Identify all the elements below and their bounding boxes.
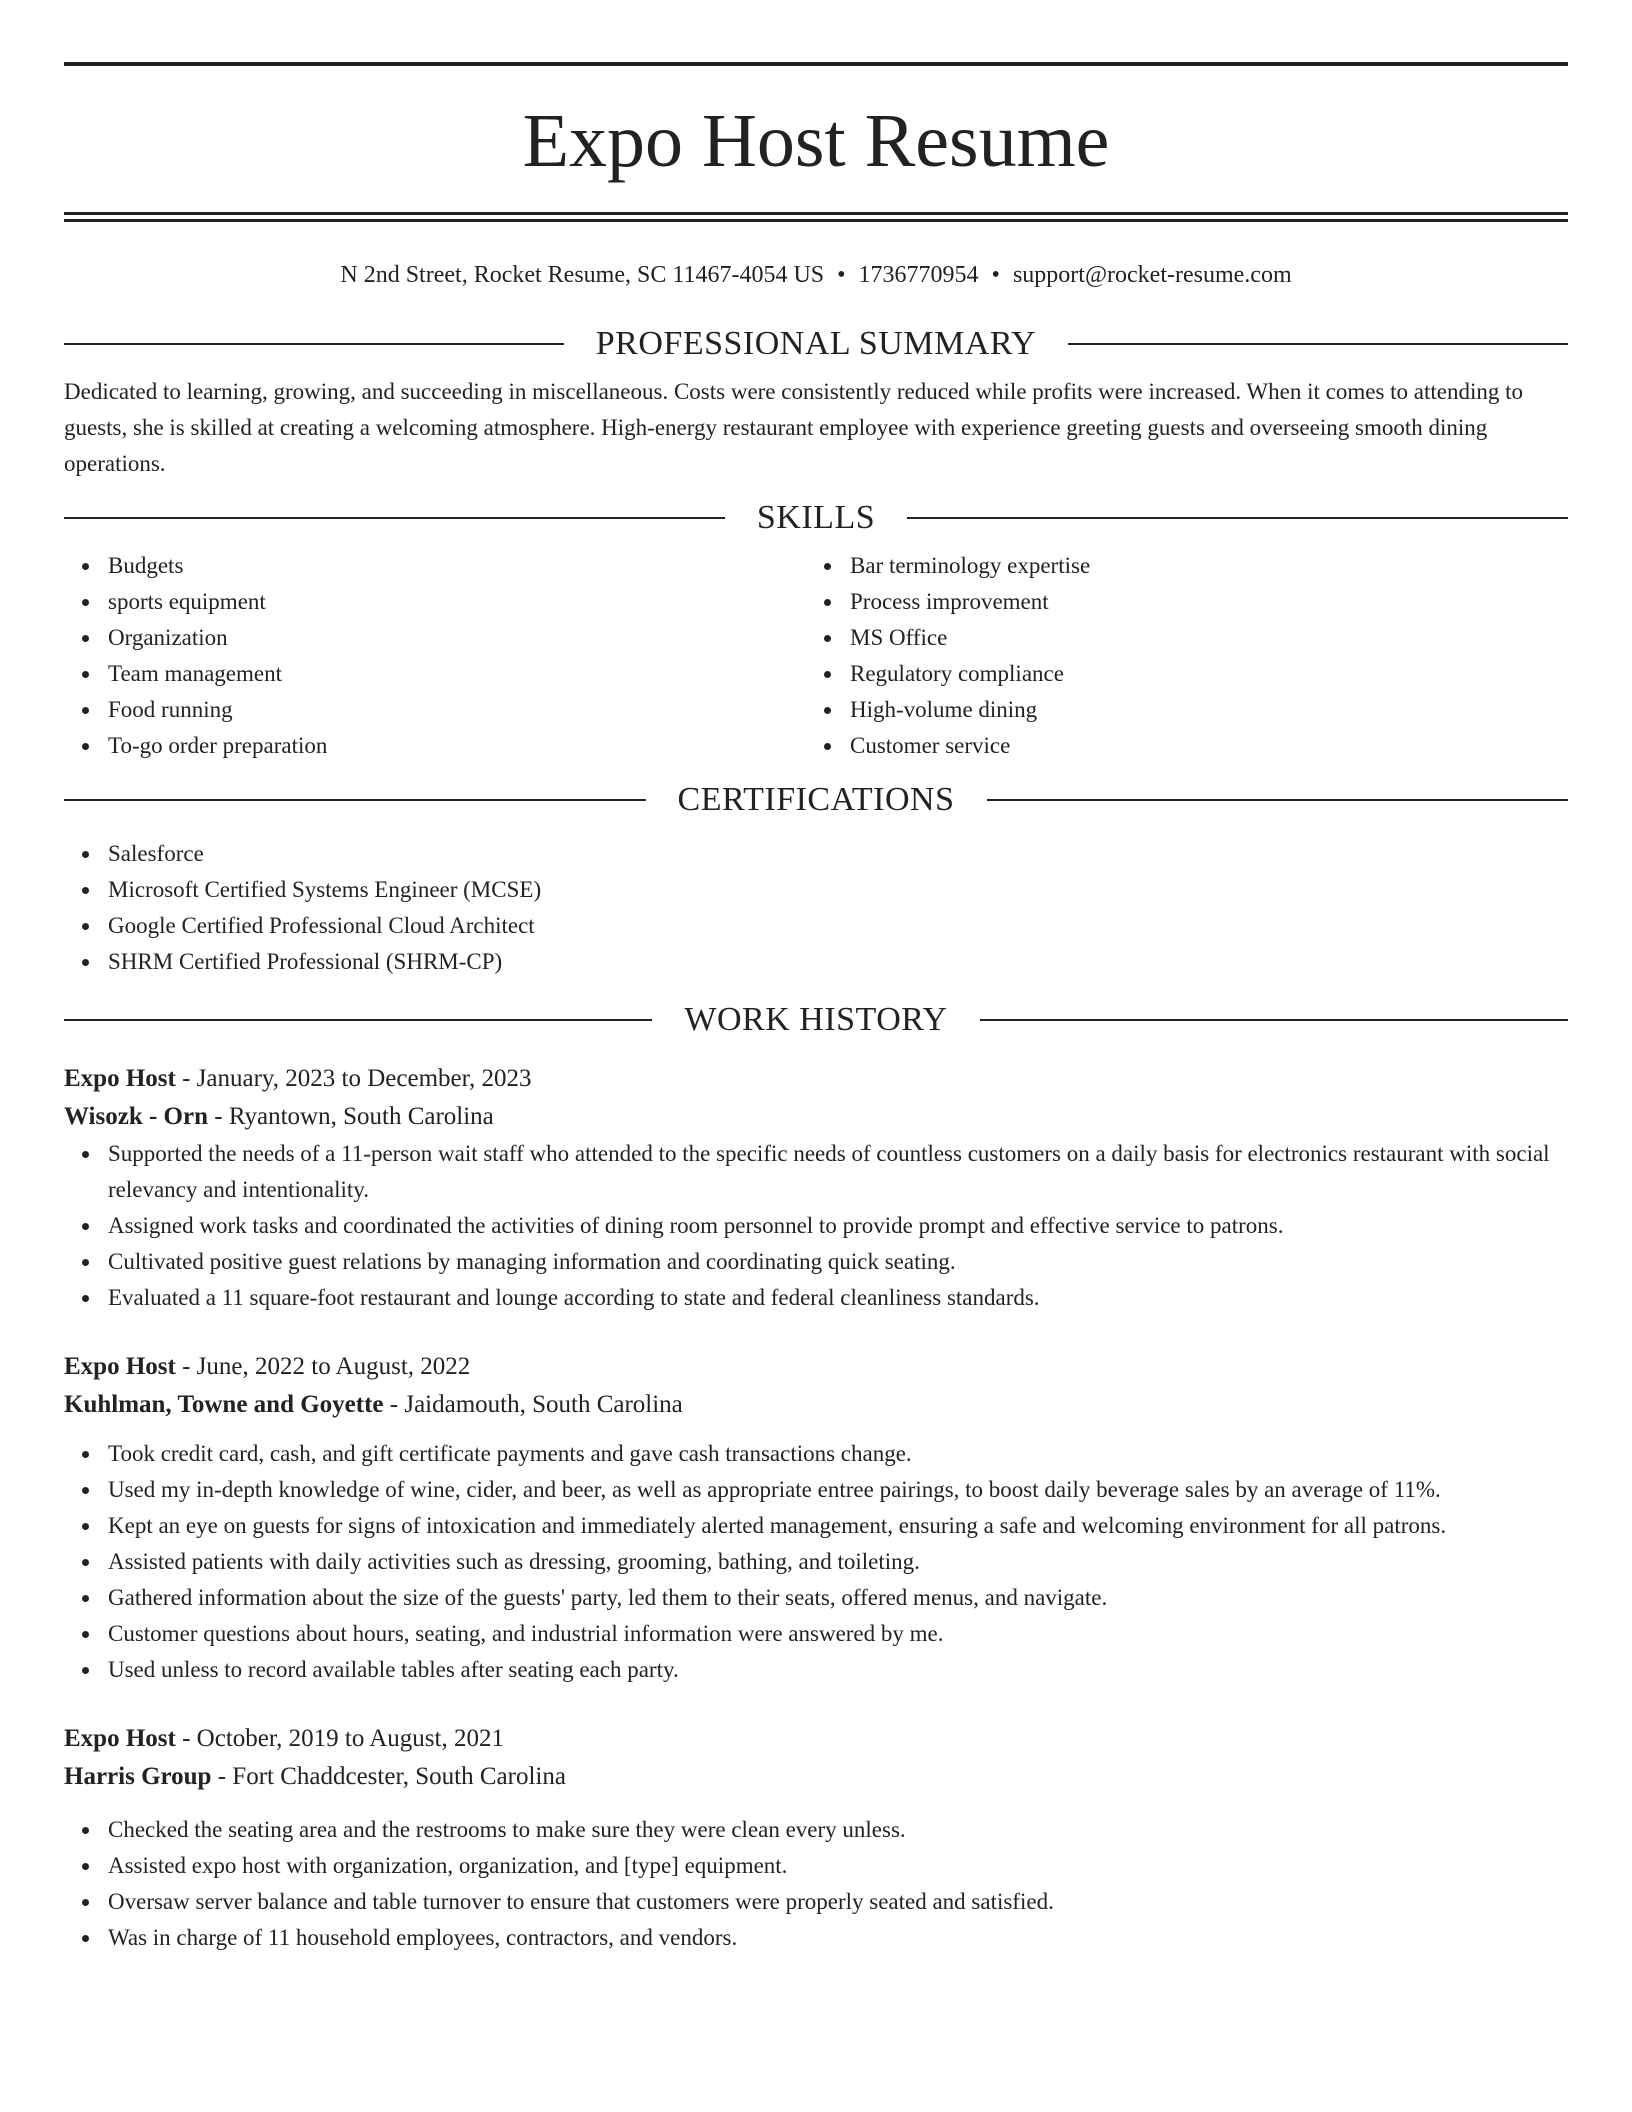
certification-item: Microsoft Certified Systems Engineer (MCSE) xyxy=(108,872,1568,908)
contact-phone: 1736770954 xyxy=(858,262,979,288)
skills-columns xyxy=(64,548,1568,764)
job-entry xyxy=(64,1060,1568,1316)
skill-item: Food running xyxy=(108,692,806,728)
contact-address: N 2nd Street, Rocket Resume, SC 11467-4054 US xyxy=(340,262,825,288)
job-title: Expo Host xyxy=(64,1725,176,1752)
skill-item: Team management xyxy=(108,656,806,692)
work-history-heading xyxy=(64,1000,1568,1040)
heading-rule-left xyxy=(64,517,725,519)
job-bullet: Used unless to record available tables after seating each party. xyxy=(108,1652,1568,1688)
job-company: Wisozk - Orn xyxy=(64,1103,208,1130)
job-location: - Ryantown, South Carolina xyxy=(208,1103,494,1130)
job-title-line xyxy=(64,1720,1568,1758)
job-bullet: Was in charge of 11 household employees, contractors, and vendors. xyxy=(108,1920,1568,1956)
job-company-line xyxy=(64,1386,1568,1424)
job-company: Harris Group xyxy=(64,1763,212,1790)
title-double-rule xyxy=(64,212,1568,222)
heading-rule-right xyxy=(907,517,1568,519)
job-bullet: Customer questions about hours, seating, and industrial information were answered by me. xyxy=(108,1616,1568,1652)
job-title: Expo Host xyxy=(64,1353,176,1380)
heading-rule-left xyxy=(64,799,646,801)
contact-separator: • xyxy=(837,262,846,288)
skill-item: Regulatory compliance xyxy=(850,656,1548,692)
work-history-heading-label: WORK HISTORY xyxy=(684,1001,948,1038)
job-bullet: Supported the needs of a 11-person wait staff who attended to the specific needs of countless customers on a daily basis for electronics restaurant with social relevancy and intentionality. xyxy=(108,1136,1568,1208)
certification-item: Salesforce xyxy=(108,836,1568,872)
skills-left-column xyxy=(64,548,806,764)
job-bullet: Oversaw server balance and table turnover to ensure that customers were properly seated and satisfied. xyxy=(108,1884,1568,1920)
job-bullet: Assisted patients with daily activities such as dressing, grooming, bathing, and toileting. xyxy=(108,1544,1568,1580)
job-company-line xyxy=(64,1098,1568,1136)
skill-item: sports equipment xyxy=(108,584,806,620)
contact-line xyxy=(64,260,1568,290)
skills-right-column xyxy=(806,548,1548,764)
certification-item: SHRM Certified Professional (SHRM-CP) xyxy=(108,944,1568,980)
job-company-line xyxy=(64,1758,1568,1796)
job-entry xyxy=(64,1348,1568,1688)
skill-item: Process improvement xyxy=(850,584,1548,620)
certifications-heading-label: CERTIFICATIONS xyxy=(677,781,955,818)
skill-item: Bar terminology expertise xyxy=(850,548,1548,584)
skill-item: Organization xyxy=(108,620,806,656)
heading-rule-left xyxy=(64,1019,652,1021)
top-rule xyxy=(64,62,1568,66)
job-bullets xyxy=(64,1436,1568,1688)
job-bullet: Assisted expo host with organization, organization, and [type] equipment. xyxy=(108,1848,1568,1884)
contact-email: support@rocket-resume.com xyxy=(1012,262,1292,288)
heading-rule-right xyxy=(1068,343,1568,345)
heading-rule-right xyxy=(980,1019,1568,1021)
job-bullet: Used my in-depth knowledge of wine, cider, and beer, as well as appropriate entree pairings, to boost daily beverage sales by an average of 11%. xyxy=(108,1472,1568,1508)
job-bullet: Gathered information about the size of the guests' party, led them to their seats, offered menus, and navigate. xyxy=(108,1580,1568,1616)
skill-item: Customer service xyxy=(850,728,1548,764)
certifications-heading xyxy=(64,780,1568,820)
certifications-list xyxy=(64,836,1568,980)
heading-rule-left xyxy=(64,343,564,345)
skills-heading-label: SKILLS xyxy=(756,499,876,536)
skill-item: High-volume dining xyxy=(850,692,1548,728)
job-entry xyxy=(64,1720,1568,1956)
summary-text: Dedicated to learning, growing, and succeeding in miscellaneous. Costs were consistently reduced while profits were increased. When it comes to attending to guests, she is skilled at creating a welcoming atmosphere. High-energy restaurant employee with experience greeting guests and overseeing smooth dining operations. xyxy=(64,379,1524,476)
job-title: Expo Host xyxy=(64,1065,176,1092)
summary-heading-label: PROFESSIONAL SUMMARY xyxy=(595,325,1037,362)
resume-page xyxy=(64,62,1568,1956)
summary-heading xyxy=(64,324,1568,364)
job-location: - Fort Chaddcester, South Carolina xyxy=(211,1763,566,1790)
job-bullets xyxy=(64,1136,1568,1316)
job-title-line xyxy=(64,1348,1568,1386)
job-bullet: Checked the seating area and the restrooms to make sure they were clean every unless. xyxy=(108,1812,1568,1848)
skill-item: MS Office xyxy=(850,620,1548,656)
job-dates: - January, 2023 to December, 2023 xyxy=(175,1065,532,1092)
job-bullet: Cultivated positive guest relations by managing information and coordinating quick seating. xyxy=(108,1244,1568,1280)
job-location: - Jaidamouth, South Carolina xyxy=(383,1391,683,1418)
job-title-line xyxy=(64,1060,1568,1098)
job-company: Kuhlman, Towne and Goyette xyxy=(64,1391,384,1418)
skills-left-list xyxy=(64,548,806,764)
job-dates: - October, 2019 to August, 2021 xyxy=(175,1725,504,1752)
job-dates: - June, 2022 to August, 2022 xyxy=(175,1353,471,1380)
skill-item: To-go order preparation xyxy=(108,728,806,764)
skills-right-list xyxy=(806,548,1548,764)
job-bullet: Assigned work tasks and coordinated the activities of dining room personnel to provide prompt and effective service to patrons. xyxy=(108,1208,1568,1244)
job-bullet: Took credit card, cash, and gift certificate payments and gave cash transactions change. xyxy=(108,1436,1568,1472)
job-bullet: Evaluated a 11 square-foot restaurant and lounge according to state and federal cleanliness standards. xyxy=(108,1280,1568,1316)
skills-heading xyxy=(64,498,1568,538)
resume-title: Expo Host Resume xyxy=(522,99,1110,183)
skill-item: Budgets xyxy=(108,548,806,584)
contact-separator: • xyxy=(991,262,1000,288)
job-bullet: Kept an eye on guests for signs of intoxication and immediately alerted management, ensuring a safe and welcoming environment for all patrons. xyxy=(108,1508,1568,1544)
certification-item: Google Certified Professional Cloud Architect xyxy=(108,908,1568,944)
job-bullets xyxy=(64,1812,1568,1956)
heading-rule-right xyxy=(987,799,1569,801)
